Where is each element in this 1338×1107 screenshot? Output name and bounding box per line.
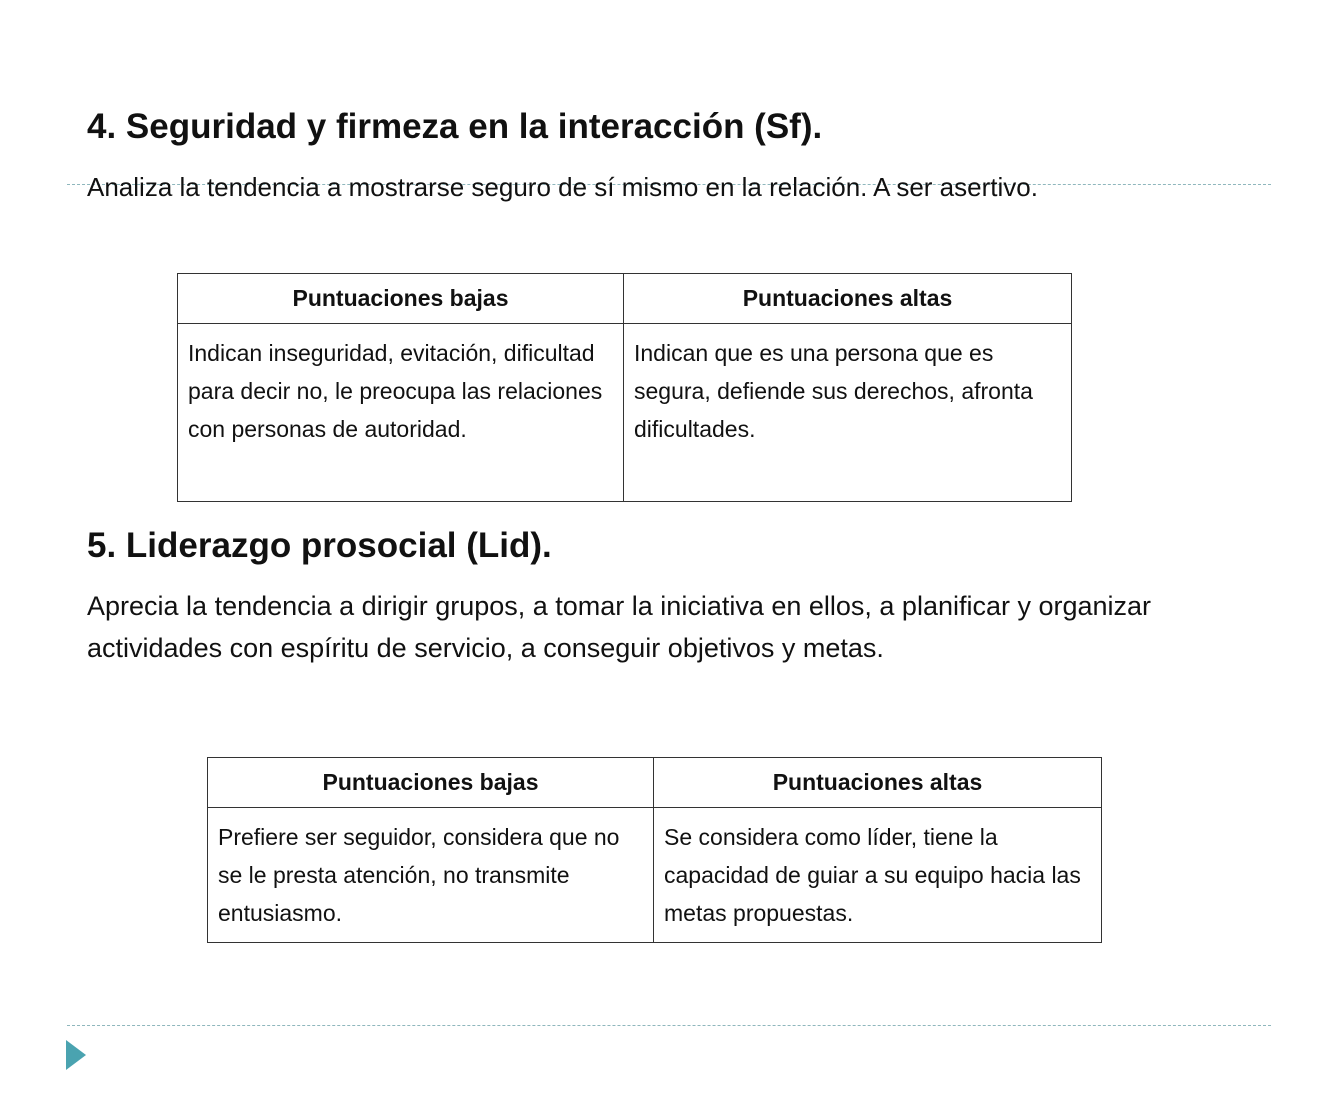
header-low-scores: Puntuaciones bajas bbox=[178, 274, 624, 324]
section-4-title: 4. Seguridad y firmeza en la interacción (Sf). bbox=[87, 107, 823, 146]
triangle-right-icon[interactable] bbox=[66, 1040, 86, 1070]
header-high-scores: Puntuaciones altas bbox=[654, 758, 1102, 808]
cell-high-scores: Se considera como líder, tiene la capacidad de guiar a su equipo hacia las metas propuestas. bbox=[654, 808, 1102, 943]
bottom-divider bbox=[67, 1025, 1271, 1026]
section-5-title: 5. Liderazgo prosocial (Lid). bbox=[87, 526, 552, 565]
cell-high-scores: Indican que es una persona que es segura, defiende sus derechos, afronta dificultades. bbox=[624, 324, 1072, 502]
table-row bbox=[208, 808, 1102, 943]
section-4-description: Analiza la tendencia a mostrarse seguro de sí mismo en la relación. A ser asertivo. bbox=[87, 172, 1038, 202]
section-5-description: Aprecia la tendencia a dirigir grupos, a tomar la iniciativa en ellos, a planificar y organizar actividades con espíritu de servicio, a conseguir objetivos y metas. bbox=[87, 591, 1152, 663]
section-4-table bbox=[177, 273, 1072, 502]
table-header-row bbox=[178, 274, 1072, 324]
cell-low-scores: Prefiere ser seguidor, considera que no se le presta atención, no transmite entusiasmo. bbox=[208, 808, 654, 943]
header-low-scores: Puntuaciones bajas bbox=[208, 758, 654, 808]
header-high-scores: Puntuaciones altas bbox=[624, 274, 1072, 324]
section-5-table bbox=[207, 757, 1102, 943]
table-row bbox=[178, 324, 1072, 502]
cell-low-scores: Indican inseguridad, evitación, dificultad para decir no, le preocupa las relaciones con personas de autoridad. bbox=[178, 324, 624, 502]
table-header-row bbox=[208, 758, 1102, 808]
